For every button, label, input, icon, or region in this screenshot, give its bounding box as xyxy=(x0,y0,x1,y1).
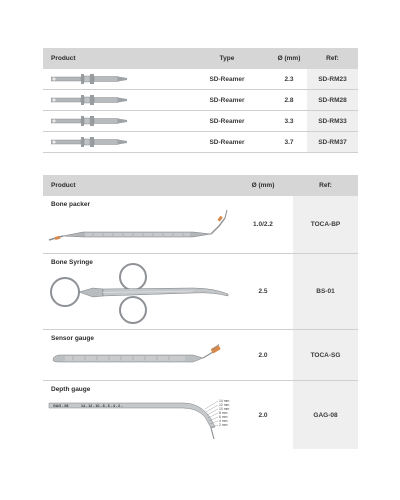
depth-gauge-image xyxy=(43,381,233,449)
table-row xyxy=(43,381,358,449)
header-ref: Ref: xyxy=(326,55,339,62)
mark-10: 10 mm xyxy=(219,407,230,411)
table-row xyxy=(43,90,358,111)
mark-14: 14 mm xyxy=(219,399,230,403)
product-cell xyxy=(43,196,233,253)
table-row xyxy=(43,69,358,90)
table-row xyxy=(43,254,358,330)
product-cell xyxy=(43,330,233,380)
instrument-table xyxy=(43,175,358,449)
diameter-cell: 2.0 xyxy=(258,351,268,359)
mark-6: 6 mm xyxy=(219,415,228,419)
reamer-image xyxy=(43,111,183,131)
ref-cell: SD-RM37 xyxy=(307,132,358,152)
diameter-cell: 2.3 xyxy=(284,75,294,83)
reamer-table-header xyxy=(43,48,358,69)
header-diameter: Ø (mm) xyxy=(251,182,275,189)
ref-cell: BS-01 xyxy=(293,254,358,329)
mark-8: 8 mm xyxy=(219,411,228,415)
product-cell xyxy=(43,381,233,449)
type-cell: SD-Reamer xyxy=(209,138,245,146)
ref-cell: TOCA-BP xyxy=(293,196,358,253)
sensor-gauge-image xyxy=(43,330,233,381)
header-diameter: Ø (mm) xyxy=(277,55,301,62)
ref-cell: GAG-08 xyxy=(293,381,358,449)
gauge-label: GAG - 08 xyxy=(53,404,69,408)
diameter-cell: 2.0 xyxy=(258,411,268,419)
bone-packer-image xyxy=(43,196,233,254)
ref-cell: SD-RM33 xyxy=(307,111,358,131)
reamer-table xyxy=(43,48,358,153)
instrument-table-header xyxy=(43,175,358,196)
diameter-cell: 3.3 xyxy=(284,117,294,125)
product-name: Depth gauge xyxy=(51,386,91,393)
table-row xyxy=(43,111,358,132)
mark-4: 4 mm xyxy=(219,419,228,423)
ref-cell: SD-RM23 xyxy=(307,69,358,89)
reamer-image xyxy=(43,132,183,152)
product-name: Bone Syringe xyxy=(51,259,93,266)
table-row xyxy=(43,196,358,254)
product-cell xyxy=(43,254,233,329)
table-row xyxy=(43,132,358,153)
reamer-image xyxy=(43,69,183,89)
header-ref: Ref: xyxy=(319,182,332,189)
ref-cell: TOCA-SG xyxy=(293,330,358,380)
header-product: Product xyxy=(51,182,76,189)
header-product: Product xyxy=(51,55,76,62)
type-cell: SD-Reamer xyxy=(209,96,245,104)
bone-syringe-image xyxy=(43,254,233,330)
diameter-cell: 2.8 xyxy=(284,96,294,104)
header-type: Type xyxy=(219,55,235,62)
diameter-cell: 3.7 xyxy=(284,138,294,146)
ref-cell: SD-RM28 xyxy=(307,90,358,110)
diameter-cell: 1.0/2.2 xyxy=(253,221,273,228)
product-name: Bone packer xyxy=(51,201,91,208)
diameter-cell: 2.5 xyxy=(258,288,268,295)
product-name: Sensor gauge xyxy=(51,335,94,342)
mark-12: 12 mm xyxy=(219,403,230,407)
gauge-scale: 14 - 12 - 10 - 8 - 6 - 4 - 2 - xyxy=(81,404,123,408)
mark-2: 2 mm xyxy=(219,423,228,427)
table-row xyxy=(43,330,358,381)
type-cell: SD-Reamer xyxy=(209,75,245,83)
type-cell: SD-Reamer xyxy=(209,117,245,125)
reamer-image xyxy=(43,90,183,110)
